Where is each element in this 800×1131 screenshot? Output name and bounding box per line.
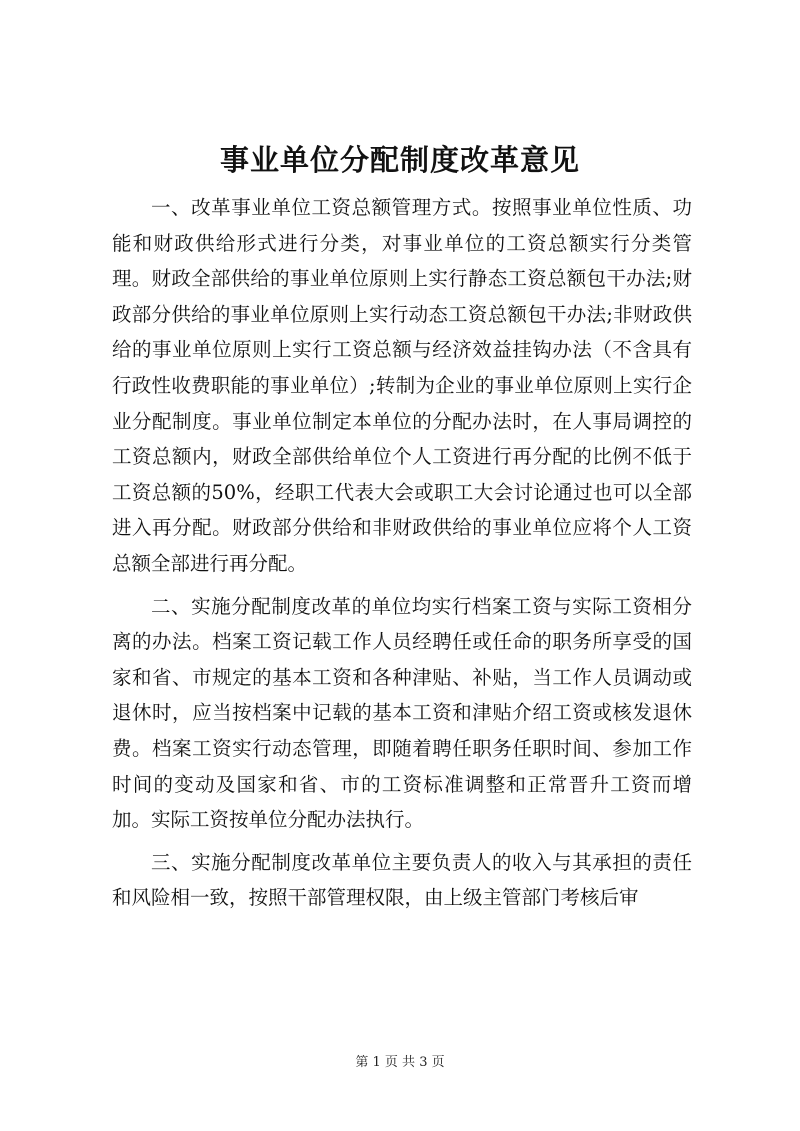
paragraph-1: 一、改革事业单位工资总额管理方式。按照事业单位性质、功能和财政供给形式进行分类，对事业单位的工资总额实行分类管理。财政全部供给的事业单位原则上实行静态工资总额包干办法;财政部分供给的事业单位原则上实行动态工资总额包干办法;非财政供给的事业单位原则上实行工资总额与经济效益挂钩办法（不含具有行政性收费职能的事业单位）;转制为企业的事业单位原则上实行企业分配制度。事业单位制定本单位的分配办法时，在人事局调控的工资总额内，财政全部供给单位个人工资进行再分配的比例不低于工资总额的50%，经职工代表大会或职工大会讨论通过也可以全部进入再分配。财政部分供给和非财政供给的事业单位应将个人工资总额全部进行再分配。 (112, 196, 692, 575)
paragraph-2: 二、实施分配制度改革的单位均实行档案工资与实际工资相分离的办法。档案工资记载工作人员经聘任或任命的职务所享受的国家和省、市规定的基本工资和各种津贴、补贴，当工作人员调动或退休时，应当按档案中记载的基本工资和津贴介绍工资或核发退休费。档案工资实行动态管理，即随着聘任职务任职时间、参加工作时间的变动及国家和省、市的工资标准调整和正常晋升工资而增加。实际工资按单位分配办法执行。 (112, 594, 692, 832)
document-body (112, 190, 692, 923)
page-number-footer: 第 1 页 共 3 页 (355, 1055, 445, 1070)
paragraph-3: 三、实施分配制度改革单位主要负责人的收入与其承担的责任和风险相一致，按照干部管理权限，由上级主管部门考核后审 (112, 850, 692, 910)
document-title: 事业单位分配制度改革意见 (219, 143, 580, 177)
